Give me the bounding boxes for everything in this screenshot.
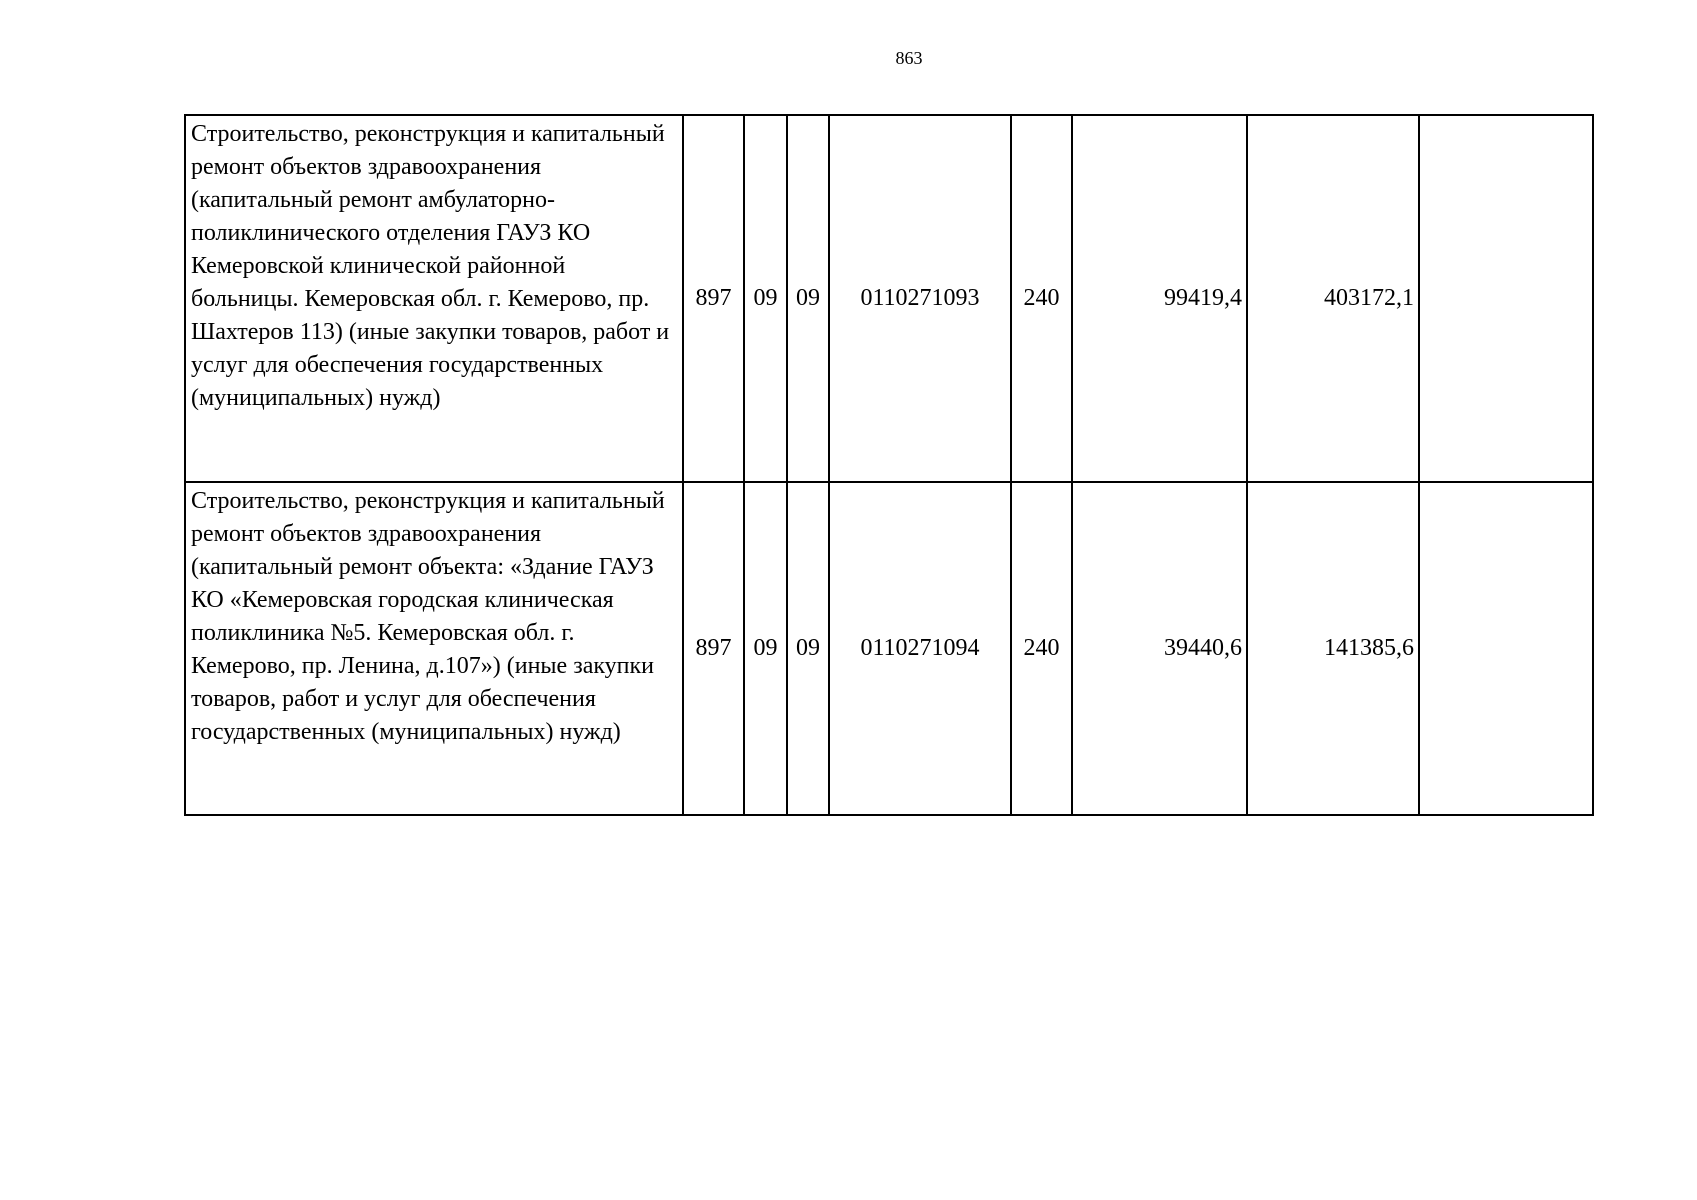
expense-type-cell: 240 [1011, 482, 1072, 815]
target-article-cell: 0110271093 [829, 115, 1011, 482]
table-row [185, 115, 1593, 482]
amount-cell: 403172,1 [1247, 115, 1419, 482]
budget-table [184, 114, 1594, 816]
amount-cell: 99419,4 [1072, 115, 1247, 482]
ministry-code-cell: 897 [683, 115, 744, 482]
expense-type-cell: 240 [1011, 115, 1072, 482]
ministry-code-cell: 897 [683, 482, 744, 815]
description-cell: Строительство, реконструкция и капитальный ремонт объектов здравоохранения (капитальный ремонт амбулаторно-поликлинического отделения ГАУЗ КО Кемеровской клинической районной больницы. Кемеровская обл. г. Кемерово, пр. Шахтеров 113) (иные закупки товаров, работ и услуг для обеспечения государственных (муниципальных) нужд) [185, 115, 683, 482]
target-article-cell: 0110271094 [829, 482, 1011, 815]
amount-cell: 141385,6 [1247, 482, 1419, 815]
description-cell: Строительство, реконструкция и капитальный ремонт объектов здравоохранения (капитальный ремонт объекта: «Здание ГАУЗ КО «Кемеровская городская клиническая поликлиника №5. Кемеровская обл. г. Кемерово, пр. Ленина, д.107») (иные закупки товаров, работ и услуг для обеспечения государственных (муниципальных) нужд) [185, 482, 683, 815]
subsection-cell: 09 [787, 482, 829, 815]
amount-cell [1419, 115, 1593, 482]
section-cell: 09 [744, 115, 787, 482]
amount-cell [1419, 482, 1593, 815]
subsection-cell: 09 [787, 115, 829, 482]
section-cell: 09 [744, 482, 787, 815]
table-row [185, 482, 1593, 815]
page-number: 863 [895, 48, 923, 68]
amount-cell: 39440,6 [1072, 482, 1247, 815]
